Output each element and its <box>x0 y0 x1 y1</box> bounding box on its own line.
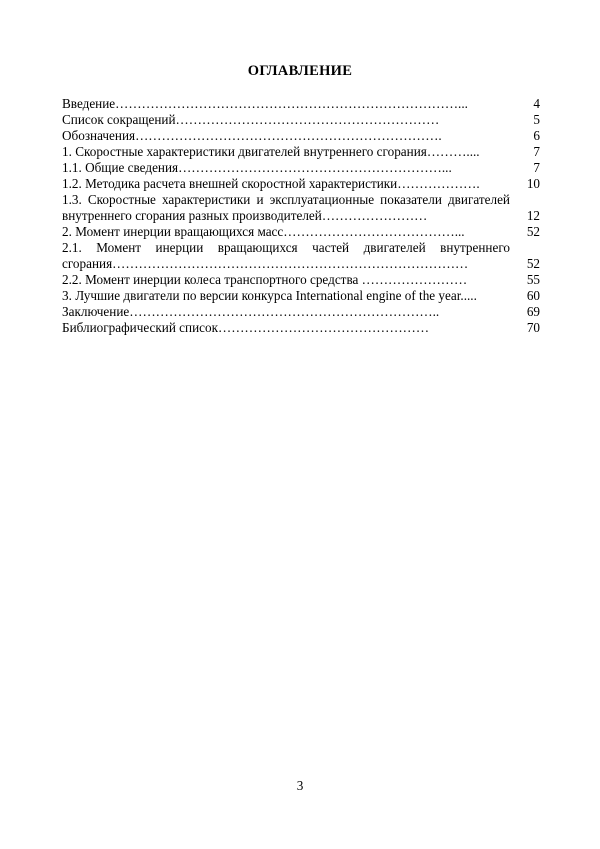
page-title: ОГЛАВЛЕНИЕ <box>247 63 353 79</box>
toc-entry-introduction <box>62 96 540 112</box>
toc-entry-chapter-2 <box>62 224 540 240</box>
toc-entry-chapter-1 <box>62 144 540 160</box>
toc-entry-page: 69 <box>526 304 540 319</box>
toc-entry-text: 1.2. Методика расчета внешней скоростной характеристики………………. <box>62 176 480 191</box>
toc-entry-text: Введение……………………………………………………………………... <box>62 96 468 111</box>
toc-entry-page: 52 <box>526 256 540 271</box>
toc-entry-page: 70 <box>526 320 540 335</box>
table-of-contents <box>62 96 540 336</box>
toc-entry-page: 12 <box>526 208 540 223</box>
toc-entry-page: 52 <box>526 224 540 239</box>
toc-entry-text: Библиографический список………………………………………… <box>62 320 430 335</box>
toc-entry-page: 4 <box>533 96 540 111</box>
toc-entry-section-1-3 <box>62 192 540 224</box>
page-number: 3 <box>296 778 304 793</box>
toc-entry-text: Обозначения……………………………………………………………. <box>62 128 442 143</box>
toc-entry-page: 10 <box>526 176 540 191</box>
toc-entry-page: 7 <box>533 160 540 175</box>
toc-entry-page: 55 <box>526 272 540 287</box>
toc-entry-text: 3. Лучшие двигатели по версии конкурса International engine of the year..... <box>62 288 477 303</box>
toc-entry-abbreviations <box>62 112 540 128</box>
toc-entry-text: 2.2. Момент инерции колеса транспортного средства …………………… <box>62 272 468 287</box>
toc-entry-page: 60 <box>526 288 540 303</box>
toc-entry-text: Заключение…………………………………………………………….. <box>62 304 440 319</box>
toc-entry-text: Список сокращений…………………………………………………… <box>62 112 440 127</box>
toc-entry-section-1-2 <box>62 176 540 192</box>
toc-entry-section-2-2 <box>62 272 540 288</box>
toc-entry-bibliography <box>62 320 540 336</box>
toc-entry-text: 2.1. Момент инерции вращающихся частей двигателей внутреннего сгорания……………………………………………………………………… <box>62 240 510 271</box>
toc-entry-page: 5 <box>533 112 540 127</box>
toc-entry-text: 2. Момент инерции вращающихся масс…………………………………... <box>62 224 465 239</box>
toc-entry-text: 1.3. Скоростные характеристики и эксплуатационные показатели двигателей внутреннего сгорания разных производителей…………………… <box>62 192 510 223</box>
toc-entry-text: 1. Скоростные характеристики двигателей внутреннего сгорания……….... <box>62 144 480 159</box>
toc-entry-text: 1.1. Общие сведения……………………………………………………... <box>62 160 452 175</box>
toc-entry-notation <box>62 128 540 144</box>
toc-entry-page: 6 <box>533 128 540 143</box>
toc-entry-section-2-1 <box>62 240 540 272</box>
toc-entry-section-1-1 <box>62 160 540 176</box>
toc-entry-page: 7 <box>533 144 540 159</box>
toc-entry-conclusion <box>62 304 540 320</box>
toc-entry-chapter-3 <box>62 288 540 304</box>
